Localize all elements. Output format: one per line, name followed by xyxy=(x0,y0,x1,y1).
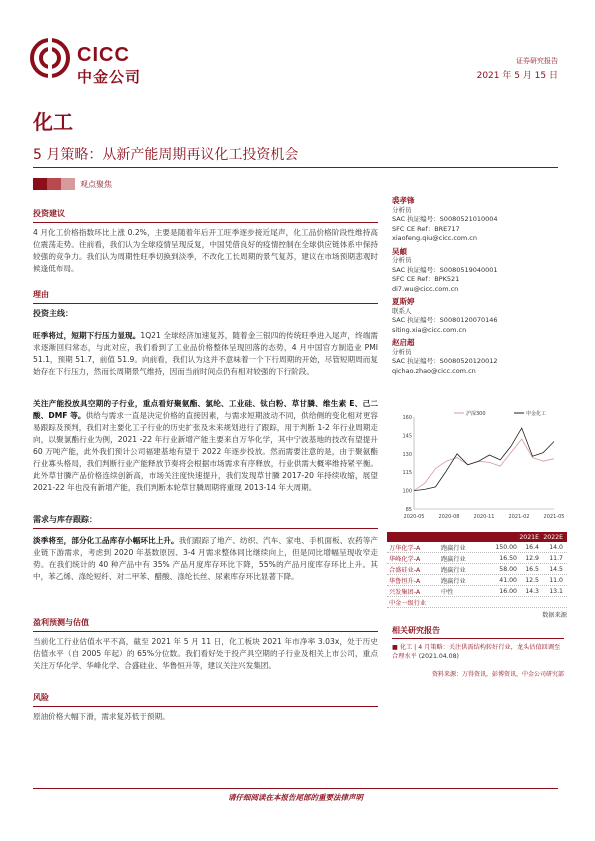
cell: 华峰化学-A xyxy=(389,555,421,563)
cell: 14.0 xyxy=(549,543,563,551)
analyst-email[interactable]: di7.wu@cicc.com.cn xyxy=(392,284,459,293)
table-row xyxy=(387,597,567,608)
analyst-sac: SAC 执证编号：S0080521010004 xyxy=(392,215,498,223)
report-date: 2021 年 5 月 15 日 xyxy=(476,71,558,81)
analyst-name: 夏斯婷 xyxy=(392,297,415,306)
analyst-email[interactable]: xiaofeng.qiu@cicc.com.cn xyxy=(392,234,477,242)
table-header xyxy=(387,532,567,542)
y-tick-label: 160 xyxy=(402,415,412,421)
table-row xyxy=(387,553,567,564)
table-row xyxy=(387,575,567,586)
section-valuation xyxy=(33,617,378,684)
section-reason xyxy=(33,289,378,506)
section-heading: 理由 xyxy=(33,290,49,299)
analyst-sac: SAC 执证编号：S0080519040001 xyxy=(392,265,498,274)
x-tick-label: 2020-05 xyxy=(403,514,425,520)
x-tick-label: 2021-05 xyxy=(543,514,564,520)
cell: 跑赢行业 xyxy=(441,577,466,585)
analyst-sfc: SFC CE Ref：BRE717 xyxy=(392,224,460,233)
series-line-2 xyxy=(414,428,554,491)
badge-blocks xyxy=(33,178,75,190)
related-item-title[interactable]: 化工 | 4 月策略：关注供需结构转好行业，龙头估值回调至合理水平 xyxy=(392,644,561,660)
cell: 万华化学-A xyxy=(389,544,421,552)
cell: 16.00 xyxy=(499,587,517,595)
cell: 16.50 xyxy=(499,554,517,562)
related-research xyxy=(392,625,564,678)
analyst-role: 联系人 xyxy=(392,306,412,315)
analyst-role: 分析员 xyxy=(392,205,412,214)
cell: 跑赢行业 xyxy=(441,555,466,563)
y-tick-label: 100 xyxy=(402,488,412,495)
paragraph: 当前化工行业估值水平不高，截至 2021 年 5 月 11 日，化工板块 2021 年市净率 3.03x，处于历史估值水平（自 2005 年起）的 65%分位数。我们看好处于投产具空期的子行业及相关上市公司，重点关注万华化学、华峰化学、合盛硅业、华鲁恒升等，建议关注兴发集团。 xyxy=(33,637,378,670)
section-heading: 投资建议 xyxy=(33,209,65,218)
paragraph xyxy=(33,535,378,607)
related-item-date: (2021.04.08) xyxy=(418,653,459,660)
cell: 跑赢行业 xyxy=(441,544,466,552)
analyst-name: 裘孝锋 xyxy=(392,196,415,205)
y-tick-label: 145 xyxy=(402,433,412,440)
cicc-logo xyxy=(30,30,180,90)
table-row xyxy=(387,564,567,575)
cell: 兴发集团-A xyxy=(389,588,421,596)
subheading: 投资主线： xyxy=(33,309,73,318)
brand-cn: 中金公司 xyxy=(77,68,142,86)
section-divider xyxy=(33,303,378,304)
analyst-sfc: SFC CE Ref：BPK521 xyxy=(392,275,460,283)
paragraph: 原油价格大幅下滑，需求复苏低于预期。 xyxy=(33,712,170,721)
analyst-sac: SAC 执证编号：S0080520120012 xyxy=(392,357,498,365)
analyst-role: 分析员 xyxy=(392,347,412,356)
section-risk xyxy=(33,692,378,723)
source-note: 资料来源：万得资讯，彭博资讯，中金公司研究部 xyxy=(431,671,564,678)
table-source: 数据来源 xyxy=(542,612,567,619)
analyst-card xyxy=(392,297,564,335)
legend-label: 沪深300 xyxy=(466,411,486,417)
stock-table xyxy=(387,532,567,619)
cell: 跑赢行业 xyxy=(441,566,466,574)
related-item[interactable] xyxy=(392,643,564,661)
col-header: 2021E xyxy=(519,533,539,541)
paragraph xyxy=(33,398,378,506)
cell: 11.7 xyxy=(549,554,563,562)
report-type: 证券研究报告 xyxy=(516,57,558,65)
analyst-list xyxy=(392,194,564,376)
cell: 16.4 xyxy=(525,543,539,551)
subheading: 需求与库存跟踪： xyxy=(33,515,97,524)
table-row xyxy=(387,542,567,553)
section-divider xyxy=(33,631,378,632)
section-demand xyxy=(33,514,378,607)
paragraph: 4 月化工价格指数环比上涨 0.2%，主要是随着年后开工旺季逐步接近尾声，化工品价格阶段性维持高位震荡走势。往前看，我们认为全球疫情呈现反复，中国凭借良好的疫情控制在全球供应链体系中保持较强的竞争力。我们认为周期性旺季切换到淡季，不改化工长周期的景气复苏，建议在市场预期悲观时候逢低布局。 xyxy=(33,228,378,273)
paragraph-body: 我们跟踪了地产、纺织、汽车、家电、手机面板、农药等产业链下游需求，考虑到 2020 年基数原因、3-4 月需求整体同比继续向上，但是同比增幅呈现收窄走势。在我们统计的 40 种产品中有 35% 产品月度库存环比下降，55%的产品月度库存环比上升。其中，苯乙烯、涤纶短纤、对二甲苯、醋酸、涤纶长丝、尿素库存环比显著下降。 xyxy=(33,536,378,581)
cell: 14.5 xyxy=(549,565,563,573)
cell: 11.0 xyxy=(549,576,563,584)
main-column xyxy=(33,208,378,723)
section-divider xyxy=(33,706,378,707)
cell: 58.00 xyxy=(499,565,517,573)
x-tick-label: 2020-11 xyxy=(473,514,495,520)
paragraph-lead: 淡季将至，部分化工品库存小幅环比上升。 xyxy=(33,536,179,545)
y-tick-label: 85 xyxy=(405,507,412,513)
page-title: 化工 xyxy=(33,110,73,134)
col-header: 2022E xyxy=(543,533,563,541)
bullet-icon: ■ xyxy=(392,644,400,651)
analyst-card xyxy=(392,247,564,295)
cell: 13.1 xyxy=(549,587,563,595)
paragraph-body: 供给与需求一直是决定价格的直接因素，与需求短期波动不同，供给侧的变化相对更容易跟踪及预判，我们对主要化工子行业的历史扩张及未来规划进行了跟踪，用于判断 1-2 年行业周期走向，以聚氯酯行业为例，2021 -22 年行业新增产能主要来自万华化学，其中宁波基地的技改有望提升 60 万吨产能，此外我们预计公司福建基地有望于 2022 年逐步投放。然而需要注意的是，由于聚氨酯行业寡头格局，我们判断行业产能释放节奏将会根据市场需求有序释放，行业供需大概率维持紧平衡。此外草甘膦产品价格连续创新高，市场关注度快速提升，我们发现草甘膦 2017-20 年持续收缩，展望 2021-22 年也没有新增产能，我们判断本轮草甘膦周期将重现 2013-14 年大周期。 xyxy=(33,411,378,492)
analyst-name: 赵启超 xyxy=(392,338,415,347)
section-heading: 盈利预测与估值 xyxy=(33,618,89,627)
related-divider xyxy=(392,638,564,639)
cell: 中性 xyxy=(441,588,454,596)
series-line-1 xyxy=(414,439,554,491)
cell: 14.3 xyxy=(525,587,539,595)
analyst-card xyxy=(392,196,564,244)
page-subtitle: 5 月策略：从新产能周期再议化工投资机会 xyxy=(33,147,299,163)
x-tick-label: 2021-02 xyxy=(508,514,530,520)
cell: 中金一级行业 xyxy=(389,599,427,607)
performance-chart xyxy=(392,405,564,525)
x-tick-label: 2020-08 xyxy=(438,514,460,520)
analyst-name: 吴頔 xyxy=(392,246,407,256)
table-row xyxy=(387,586,567,597)
paragraph xyxy=(33,330,378,390)
analyst-card xyxy=(392,338,564,376)
cell: 合盛硅业-A xyxy=(389,566,421,574)
cicc-logo-icon xyxy=(30,38,70,78)
analyst-email[interactable]: siting.xia@cicc.com.cn xyxy=(392,325,467,334)
cell: 150.00 xyxy=(495,543,517,551)
legal-footer: 请仔细阅读在本报告尾部的重要法律声明 xyxy=(33,788,558,803)
section-investment xyxy=(33,208,378,275)
related-heading: 相关研究报告 xyxy=(392,626,440,635)
analyst-sac: SAC 执证编号：S0080120070146 xyxy=(392,316,498,324)
brand-en: CICC xyxy=(77,44,130,66)
section-heading: 风险 xyxy=(33,693,49,702)
section-divider xyxy=(33,528,378,529)
analyst-email[interactable]: qichao.zhao@cicc.com.cn xyxy=(392,366,476,375)
y-tick-label: 115 xyxy=(402,470,412,477)
legend-label: 申金化工 xyxy=(526,411,547,417)
cell: 41.00 xyxy=(499,576,517,584)
paragraph-body: 1Q21 全球经济加速复苏，随着金三银四的传统旺季进入尾声，终端需求逐渐回归常态，与此对应，我们看到了工业品价格整体呈现回落的态势，4 月中国官方制造业 PMI 51.1，预期 51.7，前值 51.9。向前看，我们认为这并不意味着一个下行周期的开始，尽管短期周而复始存在下行压力，然而长周期景气维持，因而当前时间点仍有相对较强的下行阶段。 xyxy=(33,331,378,376)
title-divider xyxy=(33,167,558,168)
paragraph-lead: 关注产能投放具空期的子行业，重点看好聚氨酯、氯纶、工业硅、钛白粉、草甘膦、维生素 E、己二酸、DMF 等。 xyxy=(33,399,378,420)
paragraph-lead: 旺季将过，短期下行压力显现。 xyxy=(33,331,141,340)
badge-label: 观点聚焦 xyxy=(80,180,112,189)
cell: 12.5 xyxy=(525,576,539,584)
cell: 12.9 xyxy=(525,554,539,562)
cell: 16.5 xyxy=(525,565,539,573)
y-tick-label: 130 xyxy=(402,451,412,458)
cell: 华鲁恒升-A xyxy=(389,577,421,585)
section-divider xyxy=(33,222,378,223)
analyst-role: 分析员 xyxy=(392,256,412,264)
